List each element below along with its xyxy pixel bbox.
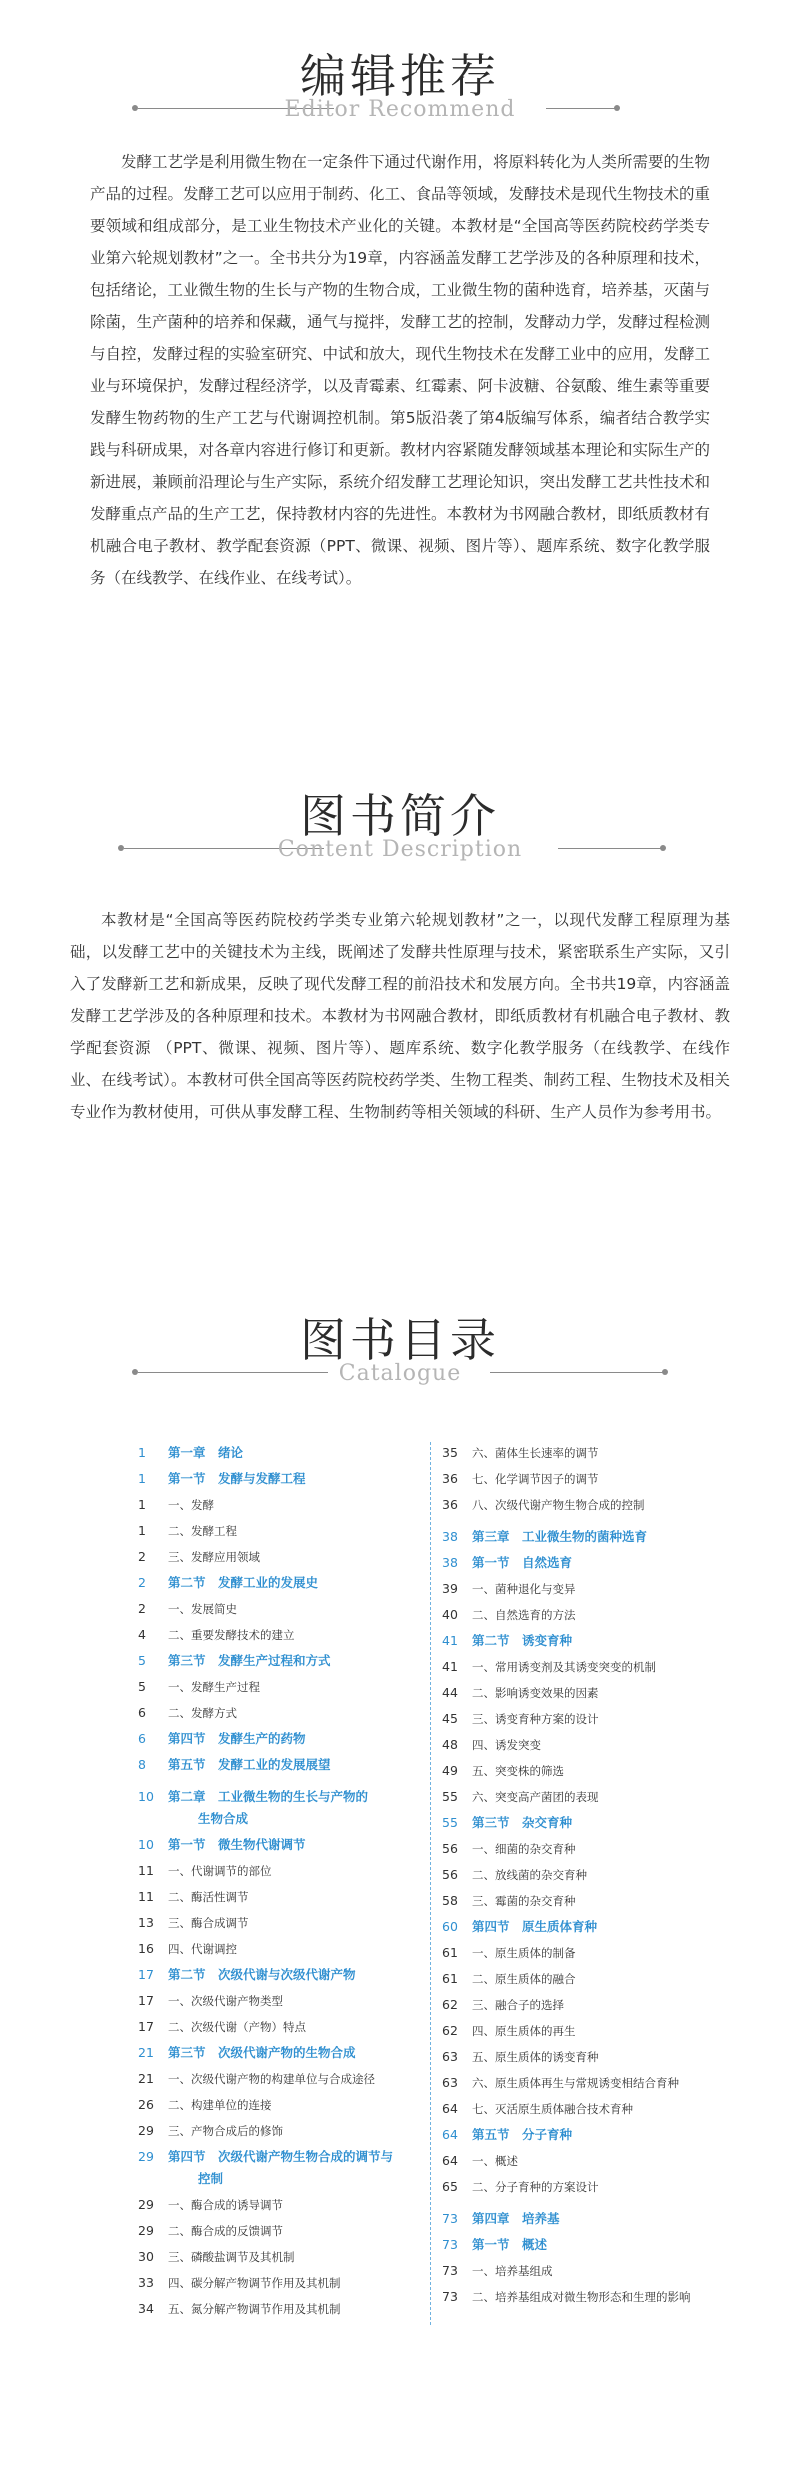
toc-entry-title: 第四节 发酵生产的药物 [168, 1731, 306, 1746]
toc-page-number: 38 [442, 1529, 458, 1544]
toc-entry-title: 八、次级代谢产物生物合成的控制 [472, 1498, 645, 1512]
toc-entry-title: 一、常用诱变剂及其诱变突变的机制 [472, 1660, 656, 1674]
heading-divider-dot-right [614, 105, 620, 111]
toc-entry-title: 二、影响诱变效果的因素 [472, 1686, 599, 1700]
toc-page-number: 4 [138, 1627, 146, 1642]
toc-page-number: 17 [138, 1967, 154, 1982]
toc-page-number: 60 [442, 1919, 458, 1934]
toc-entry-title: 二、重要发酵技术的建立 [168, 1628, 295, 1642]
heading-divider-dot-right [660, 845, 666, 851]
toc-page-number: 36 [442, 1497, 458, 1512]
catalogue-subtitle: Catalogue [338, 1361, 462, 1386]
toc-entry-title: 一、酶合成的诱导调节 [168, 2198, 283, 2212]
toc-entry-title: 二、发酵工程 [168, 1524, 237, 1538]
toc-entry-title: 一、原生质体的制备 [472, 1946, 576, 1960]
toc-entry-title: 六、突变高产菌团的表现 [472, 1790, 599, 1804]
toc-entry-title: 第四节 原生质体育种 [472, 1919, 598, 1934]
toc-page-number: 73 [442, 2237, 458, 2252]
toc-page-number: 26 [138, 2097, 154, 2112]
toc-page-number: 35 [442, 1445, 458, 1460]
toc-page-number: 1 [138, 1445, 146, 1460]
toc-page-number: 29 [138, 2123, 154, 2138]
toc-entry-title: 五、原生质体的诱变育种 [472, 2050, 599, 2064]
toc-page-number: 8 [138, 1757, 146, 1772]
toc-page-number: 40 [442, 1607, 458, 1622]
toc-entry-title: 第二节 发酵工业的发展史 [168, 1575, 319, 1590]
toc-entry-title-continued: 控制 [198, 2171, 224, 2186]
toc-entry-title-continued: 生物合成 [198, 1811, 249, 1826]
toc-page-number: 45 [442, 1711, 458, 1726]
toc-entry-title: 六、原生质体再生与常规诱变相结合育种 [472, 2076, 679, 2090]
toc-entry-title: 一、培养基组成 [472, 2264, 553, 2278]
toc-page-number: 1 [138, 1497, 146, 1512]
toc-page-number: 41 [442, 1633, 458, 1648]
toc-entry-title: 六、菌体生长速率的调节 [472, 1446, 599, 1460]
content-description-title: 图书简介 [300, 789, 500, 843]
toc-page-number: 17 [138, 2019, 154, 2034]
toc-page-number: 2 [138, 1575, 146, 1590]
toc-entry-title: 第三节 次级代谢产物的生物合成 [168, 2045, 356, 2060]
toc-page-number: 21 [138, 2071, 154, 2086]
toc-entry-title: 第三节 杂交育种 [472, 1815, 573, 1830]
toc-entry-title: 第一节 发酵与发酵工程 [168, 1471, 306, 1486]
toc-entry-title: 二、自然选育的方法 [472, 1608, 576, 1622]
toc-page-number: 55 [442, 1789, 458, 1804]
toc-entry-title: 二、培养基组成对微生物形态和生理的影响 [472, 2290, 691, 2304]
toc-page-number: 16 [138, 1941, 154, 1956]
toc-entry-title: 二、构建单位的连接 [168, 2098, 272, 2112]
toc-entry-title: 四、代谢调控 [168, 1942, 237, 1956]
toc-page-number: 73 [442, 2289, 458, 2304]
content-description-subtitle: Content Description [277, 837, 523, 862]
toc-entry-title: 三、酶合成调节 [168, 1916, 249, 1930]
toc-page-number: 1 [138, 1471, 146, 1486]
toc-page-number: 11 [138, 1863, 154, 1878]
toc-entry-title: 一、次级代谢产物的构建单位与合成途径 [168, 2072, 375, 2086]
toc-column-divider [430, 1442, 431, 2325]
toc-page-number: 17 [138, 1993, 154, 2008]
toc-page-number: 73 [442, 2211, 458, 2226]
toc-page-number: 41 [442, 1659, 458, 1674]
toc-entry-title: 第一节 概述 [472, 2237, 548, 2252]
toc-entry-title: 七、化学调节因子的调节 [472, 1472, 599, 1486]
toc-page-number: 62 [442, 2023, 458, 2038]
toc-entry-title: 第三节 发酵生产过程和方式 [168, 1653, 331, 1668]
toc-entry-title: 一、次级代谢产物类型 [168, 1994, 283, 2008]
toc-entry-title: 五、突变株的筛选 [472, 1764, 564, 1778]
toc-page-number: 1 [138, 1523, 146, 1538]
catalogue-title: 图书目录 [300, 1313, 500, 1367]
toc-entry-title: 二、放线菌的杂交育种 [472, 1868, 587, 1882]
heading-divider-right [546, 108, 616, 109]
catalogue-heading [0, 1304, 800, 1394]
toc-page-number: 13 [138, 1915, 154, 1930]
toc-page-number: 48 [442, 1737, 458, 1752]
toc-page-number: 10 [138, 1837, 154, 1852]
toc-page-number: 29 [138, 2223, 154, 2238]
toc-page-number: 64 [442, 2127, 458, 2142]
toc-entry-title: 第五节 发酵工业的发展展望 [168, 1757, 331, 1772]
toc-page-number: 6 [138, 1705, 146, 1720]
toc-page-number: 64 [442, 2153, 458, 2168]
toc-entry-title: 四、原生质体的再生 [472, 2024, 576, 2038]
toc-page-number: 5 [138, 1679, 146, 1694]
toc-entry-title: 七、灭活原生质体融合技术育种 [472, 2102, 633, 2116]
toc-page-number: 21 [138, 2045, 154, 2060]
toc-page-number: 39 [442, 1581, 458, 1596]
toc-entry-title: 一、细菌的杂交育种 [472, 1842, 576, 1856]
toc-page-number: 56 [442, 1841, 458, 1856]
toc-page-number: 61 [442, 1971, 458, 1986]
toc-page-number: 62 [442, 1997, 458, 2012]
toc-entry-title: 二、分子育种的方案设计 [472, 2180, 599, 2194]
toc-page-number: 34 [138, 2301, 154, 2316]
toc-page-number: 30 [138, 2249, 154, 2264]
toc-entry-title: 一、发展简史 [168, 1602, 237, 1616]
toc-entry-title: 第二节 次级代谢与次级代谢产物 [168, 1967, 356, 1982]
toc-page-number: 38 [442, 1555, 458, 1570]
toc-page-number: 64 [442, 2101, 458, 2116]
toc-page-number: 55 [442, 1815, 458, 1830]
toc-entry-title: 一、代谢调节的部位 [168, 1864, 272, 1878]
toc-page-number: 73 [442, 2263, 458, 2278]
toc-entry-title: 第四章 培养基 [472, 2211, 560, 2226]
heading-divider-dot-right [662, 1369, 668, 1375]
editor-recommend-heading [0, 40, 800, 130]
toc-page-number: 61 [442, 1945, 458, 1960]
toc-page-number: 6 [138, 1731, 146, 1746]
toc-entry-title: 三、磷酸盐调节及其机制 [168, 2250, 295, 2264]
toc-page-number: 65 [442, 2179, 458, 2194]
heading-divider-right [558, 848, 662, 849]
toc-entry-title: 第一章 绪论 [168, 1445, 244, 1460]
toc-entry-title: 第一节 自然选育 [472, 1555, 573, 1570]
toc-entry-title: 第二章 工业微生物的生长与产物的 [168, 1789, 369, 1804]
heading-divider-right [490, 1372, 664, 1373]
editor-recommend-paragraph: 发酵工艺学是利用微生物在一定条件下通过代谢作用，将原料转化为人类所需要的生物产品的过程。发酵工艺可以应用于制药、化工、食品等领域，发酵技术是现代生物技术的重要领域和组成部分，是工业生物技术产业化的关键。本教材是“全国高等医药院校药学类专业第六轮规划教材”之一。全书共分为19章，内容涵盖发酵工艺学涉及的各种原理和技术，包括绪论，工业微生物的生长与产物的生物合成，工业微生物的菌种选育，培养基，灭菌与除菌，生产菌种的培养和保藏，通气与搅拌，发酵工艺的控制，发酵动力学，发酵过程检测与自控，发酵过程的实验室研究、中试和放大，现代生物技术在发酵工业中的应用，发酵工业与环境保护，发酵过程经济学，以及青霉素、红霉素、阿卡波糖、谷氨酸、维生素等重要发酵生物药物的生产工艺与代谢调控机制。第5版沿袭了第4版编写体系，编者结合教学实践与科研成果，对各章内容进行修订和更新。教材内容紧随发酵领域基本理论和实际生产的新进展，兼顾前沿理论与生产实际，系统介绍发酵工艺理论知识，突出发酵工艺共性技术和发酵重点产品的生产工艺，保持教材内容的先进性。本教材为书网融合教材，即纸质教材有机融合电子教材、教学配套资源（PPT、微课、视频、图片等）、题库系统、数字化教学服务（在线教学、在线作业、在线考试）。 [90, 153, 711, 587]
toc-left-column [138, 1442, 428, 2332]
toc-page-number: 33 [138, 2275, 154, 2290]
toc-page-number: 58 [442, 1893, 458, 1908]
toc-page-number: 11 [138, 1889, 154, 1904]
content-description-heading [0, 780, 800, 870]
toc-right-column [442, 1442, 762, 2332]
toc-entry-title: 三、诱变育种方案的设计 [472, 1712, 599, 1726]
toc-entry-title: 五、氮分解产物调节作用及其机制 [168, 2302, 341, 2316]
toc-entry-title: 一、发酵生产过程 [168, 1680, 260, 1694]
editor-recommend-title: 编辑推荐 [300, 49, 500, 103]
toc-page-number: 29 [138, 2197, 154, 2212]
editor-recommend-subtitle: Editor Recommend [284, 97, 516, 122]
toc-page-number: 49 [442, 1763, 458, 1778]
toc-entry-title: 第一节 微生物代谢调节 [168, 1837, 306, 1852]
toc-page-number: 56 [442, 1867, 458, 1882]
toc-entry-title: 三、产物合成后的修饰 [168, 2124, 283, 2138]
toc-entry-title: 二、酶活性调节 [168, 1890, 249, 1904]
toc-page-number: 36 [442, 1471, 458, 1486]
toc-entry-title: 四、碳分解产物调节作用及其机制 [168, 2276, 341, 2290]
toc-entry-title: 三、霉菌的杂交育种 [472, 1894, 576, 1908]
toc-page-number: 29 [138, 2149, 154, 2164]
toc-page-number: 2 [138, 1601, 146, 1616]
toc-entry-title: 二、次级代谢（产物）特点 [168, 2020, 306, 2034]
toc-page-number: 63 [442, 2075, 458, 2090]
toc-entry-title: 四、诱发突变 [472, 1738, 541, 1752]
toc-entry-title: 三、发酵应用领域 [168, 1550, 260, 1564]
toc-entry-title: 第四节 次级代谢产物生物合成的调节与 [168, 2149, 394, 2164]
toc-entry-title: 一、概述 [472, 2154, 518, 2168]
toc-page-number: 2 [138, 1549, 146, 1564]
toc-entry-title: 第五节 分子育种 [472, 2127, 573, 2142]
toc-page-number: 5 [138, 1653, 146, 1668]
toc-page-number: 44 [442, 1685, 458, 1700]
toc-entry-title: 二、酶合成的反馈调节 [168, 2224, 283, 2238]
toc-entry-title: 一、菌种退化与变异 [472, 1582, 576, 1596]
toc-entry-title: 第二节 诱变育种 [472, 1633, 573, 1648]
toc-entry-title: 一、发酵 [168, 1498, 214, 1512]
toc-page-number: 10 [138, 1789, 154, 1804]
toc-entry-title: 三、融合子的选择 [472, 1998, 564, 2012]
toc-entry-title: 二、原生质体的融合 [472, 1972, 576, 1986]
toc-entry-title: 二、发酵方式 [168, 1706, 237, 1720]
toc-page-number: 63 [442, 2049, 458, 2064]
toc-entry-title: 第三章 工业微生物的菌种选育 [472, 1529, 648, 1544]
content-description-paragraph: 本教材是“全国高等医药院校药学类专业第六轮规划教材”之一，以现代发酵工程原理为基础，以发酵工艺中的关键技术为主线，既阐述了发酵共性原理与技术，紧密联系生产实际，又引入了发酵新工艺和新成果，反映了现代发酵工程的前沿技术和发展方向。全书共19章，内容涵盖发酵工艺学涉及的各种原理和技术。本教材为书网融合教材，即纸质教材有机融合电子教材、教学配套资源 （PPT、微课、视频、图片等）、题库系统、数字化教学服务（在线教学、在线作业、在线考试）。本教材可供全国高等医药院校药学类、生物工程类、制药工程、生物技术及相关专业作为教材使用，可供从事发酵工程、生物制药等相关领域的科研、生产人员作为参考用书。 [70, 911, 730, 1121]
